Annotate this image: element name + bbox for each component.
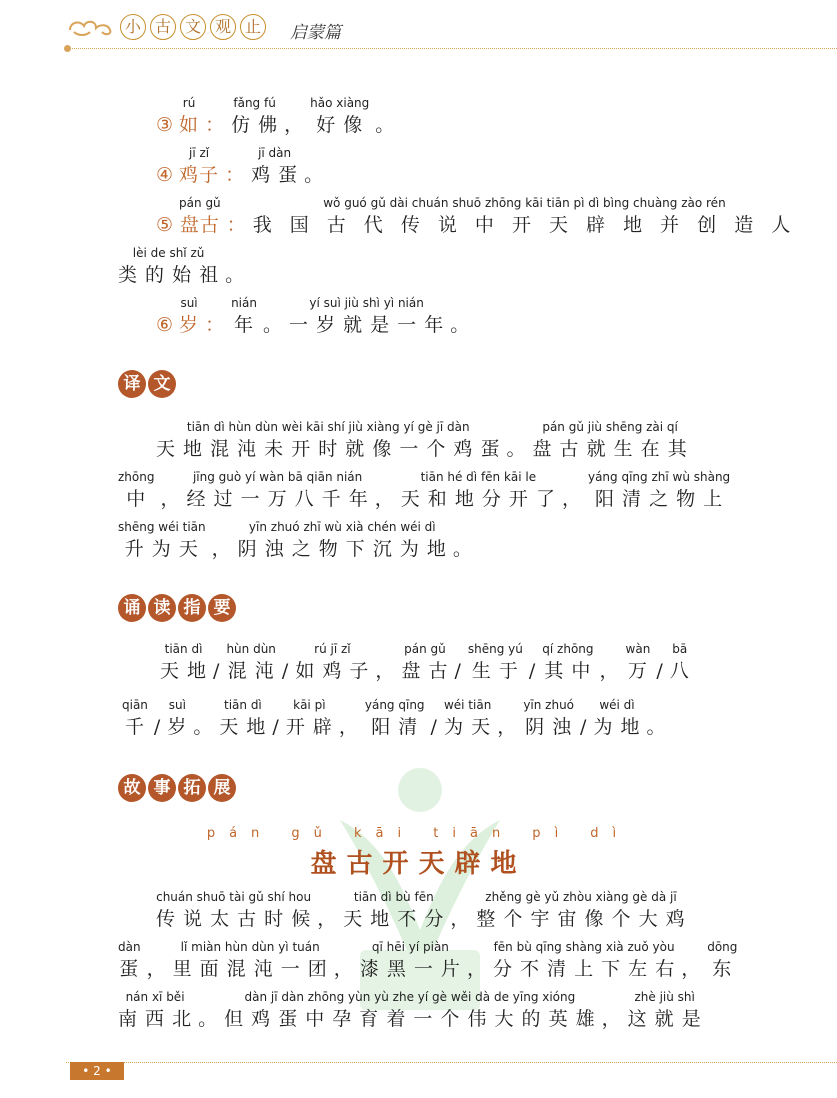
pinyin: nián xyxy=(231,296,257,310)
heading-char: 事 xyxy=(148,774,176,802)
hanzi: 阴 浊 xyxy=(525,716,573,738)
reading-line xyxy=(122,696,673,740)
hanzi: 传 说 太 古 时 候 xyxy=(156,908,312,930)
pinyin: tiān dì bù fēn xyxy=(353,890,434,904)
pinyin: pán gǔ xyxy=(179,196,221,210)
pinyin: dōng xyxy=(707,940,738,954)
punctuation: ， xyxy=(497,716,518,738)
page-header xyxy=(0,0,837,52)
pinyin: jī dàn xyxy=(258,146,292,160)
pinyin: qiān xyxy=(122,698,148,712)
note-line xyxy=(118,244,251,288)
pinyin: wéi tiān xyxy=(443,698,492,712)
pause-mark: / xyxy=(281,660,290,682)
story-line xyxy=(118,988,708,1032)
pinyin: qí zhōng xyxy=(542,642,594,656)
hanzi: 好 像 xyxy=(316,114,364,136)
punctuation: ， xyxy=(146,958,167,980)
punctuation: 。 xyxy=(450,314,471,336)
punctuation: 。 xyxy=(304,164,325,186)
punctuation: ， xyxy=(466,958,487,980)
pinyin: wéi dì xyxy=(599,698,635,712)
pinyin: bā xyxy=(672,642,688,656)
translation-line xyxy=(118,518,479,562)
hanzi: 里 面 混 沌 一 团 xyxy=(172,958,328,980)
hanzi: 为 天 xyxy=(444,716,492,738)
pause-mark: / xyxy=(430,716,438,738)
punctuation: ， xyxy=(375,660,396,682)
pinyin: pán gǔ xyxy=(404,642,446,656)
hanzi: 阴 浊 之 物 下 沉 为 地 xyxy=(237,538,447,560)
punctuation: ： xyxy=(225,164,246,186)
pinyin: jīng guò yí wàn bā qiān nián xyxy=(192,470,363,484)
hanzi: 盘 古 xyxy=(401,660,449,682)
note-line xyxy=(156,94,401,138)
note-numeral: ③ xyxy=(156,114,174,136)
heading-char: 诵 xyxy=(118,594,146,622)
punctuation: 。 xyxy=(506,438,527,460)
hanzi: 蛋 xyxy=(119,958,140,980)
note-term: 如 xyxy=(179,114,200,136)
translation-line xyxy=(156,418,694,462)
pinyin: wàn xyxy=(625,642,651,656)
punctuation: 。 xyxy=(452,538,473,560)
book-title-char: 文 xyxy=(180,14,206,40)
punctuation: ， xyxy=(450,908,471,930)
note-line xyxy=(156,144,330,188)
hanzi: 八 xyxy=(669,660,690,682)
punctuation: ， xyxy=(599,660,620,682)
pinyin: zhěng gè yǔ zhòu xiàng gè dà jī xyxy=(485,890,677,904)
pinyin: tiān dì xyxy=(224,698,262,712)
hanzi: 混 沌 xyxy=(227,660,275,682)
pinyin: shēng yú xyxy=(467,642,523,656)
pinyin: tiān hé dì fēn kāi le xyxy=(420,470,537,484)
pinyin: suì xyxy=(180,296,198,310)
punctuation: 。 xyxy=(262,314,283,336)
punctuation: ， xyxy=(561,488,582,510)
pinyin: yí suì jiù shì yì nián xyxy=(309,296,424,310)
hanzi: 阳 清 xyxy=(371,716,419,738)
hanzi: 岁 xyxy=(167,716,188,738)
heading-char: 文 xyxy=(148,370,176,398)
hanzi: 年 xyxy=(234,314,255,336)
punctuation: ， xyxy=(601,1008,622,1030)
note-line xyxy=(156,194,802,238)
punctuation: 。 xyxy=(375,114,396,136)
punctuation: ， xyxy=(284,114,305,136)
hanzi: 千 xyxy=(124,716,145,738)
heading-char: 指 xyxy=(178,594,206,622)
pinyin: rú jī zǐ xyxy=(314,642,351,656)
story-line xyxy=(118,938,743,982)
book-title xyxy=(120,14,266,40)
pinyin: suì xyxy=(168,698,186,712)
pinyin: dàn jī dàn zhōng yùn yù zhe yí gè wěi dà de yīng xióng xyxy=(244,990,576,1004)
note-numeral: ⑥ xyxy=(156,314,174,336)
hanzi: 漆 黑 一 片 xyxy=(359,958,461,980)
pinyin: nán xī běi xyxy=(125,990,185,1004)
heading-char: 故 xyxy=(118,774,146,802)
pinyin: dàn xyxy=(118,940,141,954)
story-title xyxy=(0,826,837,880)
hanzi: 开 辟 xyxy=(285,716,333,738)
pinyin: yīn zhuó zhī wù xià chén wéi dì xyxy=(248,520,436,534)
punctuation: 。 xyxy=(646,716,667,738)
punctuation: ， xyxy=(681,958,702,980)
pinyin: shēng wéi tiān xyxy=(118,520,206,534)
hanzi: 其 中 xyxy=(544,660,592,682)
hanzi: 阳 清 之 物 上 xyxy=(594,488,724,510)
pinyin: chuán shuō tài gǔ shí hou xyxy=(156,890,312,904)
hanzi: 天 地 不 分 xyxy=(343,908,445,930)
hanzi: 东 xyxy=(712,958,733,980)
punctuation: ， xyxy=(211,538,232,560)
punctuation: 。 xyxy=(198,1008,219,1030)
note-line xyxy=(156,294,476,338)
pause-mark: / xyxy=(580,716,588,738)
pinyin: kāi pì xyxy=(293,698,326,712)
section-heading-story xyxy=(118,774,236,802)
punctuation: 。 xyxy=(193,716,214,738)
pinyin: yīn zhuó xyxy=(523,698,575,712)
book-title-char: 小 xyxy=(120,14,146,40)
note-term: 鸡子 xyxy=(179,164,220,186)
punctuation: ， xyxy=(338,716,359,738)
pinyin: hùn dùn xyxy=(226,642,276,656)
punctuation: ： xyxy=(226,214,247,236)
note-numeral: ⑤ xyxy=(156,214,174,236)
punctuation: ， xyxy=(317,908,338,930)
book-subtitle: 启蒙篇 xyxy=(290,23,341,43)
heading-char: 展 xyxy=(208,774,236,802)
pinyin: zhè jiù shì xyxy=(634,990,695,1004)
pinyin: wǒ guó gǔ dài chuán shuō zhōng kāi tiān pì dì bìng chuàng zào rén xyxy=(323,196,726,210)
hanzi: 南 西 北 xyxy=(118,1008,193,1030)
pinyin: rú xyxy=(182,96,196,110)
pinyin: yáng qīng zhī wù shàng xyxy=(587,470,731,484)
pinyin: lèi de shǐ zǔ xyxy=(132,246,205,260)
punctuation: ， xyxy=(374,488,395,510)
hanzi: 天 地 混 沌 未 开 时 就 像 一 个 鸡 蛋 xyxy=(156,438,501,460)
note-term: 岁 xyxy=(179,314,200,336)
pinyin: lǐ miàn hùn dùn yì tuán xyxy=(180,940,320,954)
hanzi: 如 鸡 子 xyxy=(295,660,370,682)
hanzi: 升 为 天 xyxy=(124,538,199,560)
note-term: 盘古 xyxy=(179,214,220,236)
hanzi: 经 过 一 万 八 千 年 xyxy=(186,488,369,510)
hanzi: 天 地 xyxy=(219,716,267,738)
pinyin: tiān dì hùn dùn wèi kāi shí jiù xiàng yí gè jī dàn xyxy=(186,420,470,434)
hanzi: 一 岁 就 是 一 年 xyxy=(289,314,445,336)
pinyin: fǎng fú xyxy=(233,96,276,110)
hanzi: 整 个 宇 宙 像 个 大 鸡 xyxy=(476,908,686,930)
punctuation: ： xyxy=(205,314,226,336)
heading-char: 要 xyxy=(208,594,236,622)
hanzi: 我 国 古 代 传 说 中 开 天 辟 地 并 创 造 人 xyxy=(252,214,797,236)
punctuation: ， xyxy=(160,488,181,510)
pinyin: zhōng xyxy=(118,470,155,484)
pinyin: tiān dì xyxy=(164,642,203,656)
pinyin: fēn bù qīng shàng xià zuǒ yòu xyxy=(493,940,675,954)
pause-mark: / xyxy=(213,660,221,682)
hanzi: 但 鸡 蛋 中 孕 育 着 一 个 伟 大 的 英 雄 xyxy=(224,1008,596,1030)
pinyin: jī zǐ xyxy=(188,146,210,160)
section-heading-reading-guide xyxy=(118,594,236,622)
book-title-char: 古 xyxy=(150,14,176,40)
footer-rule xyxy=(66,1062,837,1063)
section-heading-translation xyxy=(118,370,176,398)
pinyin: hǎo xiàng xyxy=(310,96,370,110)
translation-line xyxy=(118,468,736,512)
pause-mark: / xyxy=(656,660,664,682)
heading-char: 拓 xyxy=(178,774,206,802)
story-title-text: 盘古开天辟地 xyxy=(310,849,527,879)
hanzi: 鸡 蛋 xyxy=(251,164,299,186)
pinyin: yáng qīng xyxy=(364,698,425,712)
hanzi: 为 地 xyxy=(593,716,641,738)
pause-mark: / xyxy=(153,716,162,738)
pause-mark: / xyxy=(454,660,462,682)
hanzi: 天 地 xyxy=(160,660,208,682)
hanzi: 中 xyxy=(126,488,147,510)
hanzi: 生 于 xyxy=(471,660,519,682)
punctuation: ， xyxy=(333,958,354,980)
book-title-char: 观 xyxy=(210,14,236,40)
pinyin: qī hēi yí piàn xyxy=(371,940,449,954)
punctuation: 。 xyxy=(225,264,246,286)
story-line xyxy=(156,888,692,932)
hanzi: 万 xyxy=(627,660,648,682)
page-number: • 2 • xyxy=(70,1062,124,1080)
hanzi: 分 不 清 上 下 左 右 xyxy=(492,958,676,980)
pause-mark: / xyxy=(272,716,280,738)
hanzi: 这 就 是 xyxy=(627,1008,702,1030)
heading-char: 读 xyxy=(148,594,176,622)
cloud-ornament-icon xyxy=(66,16,118,38)
hanzi: 仿 佛 xyxy=(231,114,279,136)
header-rule xyxy=(66,48,837,49)
hanzi: 类 的 始 祖 xyxy=(118,264,220,286)
pause-mark: / xyxy=(528,660,537,682)
pinyin: pán gǔ jiù shēng zài qí xyxy=(542,420,678,434)
book-title-char: 止 xyxy=(240,14,266,40)
reading-line xyxy=(160,640,696,684)
heading-char: 译 xyxy=(118,370,146,398)
hanzi: 盘 古 就 生 在 其 xyxy=(532,438,688,460)
punctuation: ： xyxy=(205,114,226,136)
hanzi: 天 和 地 分 开 了 xyxy=(400,488,556,510)
note-numeral: ④ xyxy=(156,164,174,186)
story-title-pinyin: pán gǔ kāi tiān pì dì xyxy=(206,826,631,841)
